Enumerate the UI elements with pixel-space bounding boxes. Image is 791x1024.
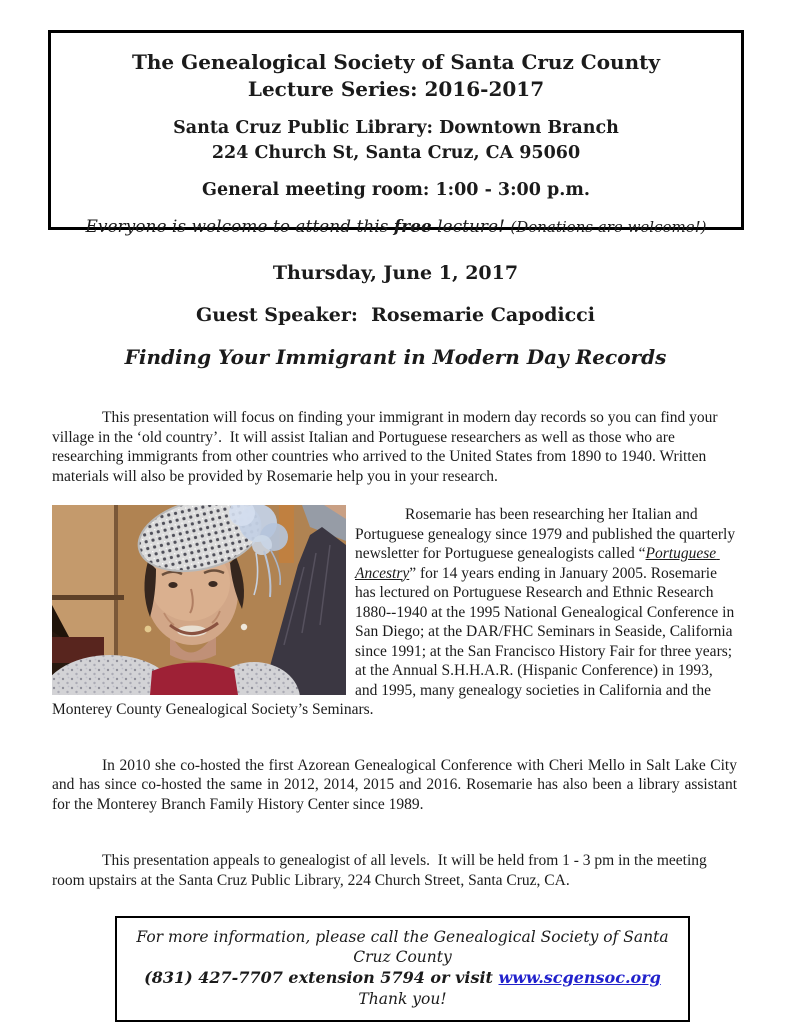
footer-info-line: For more information, please call the Genealogical Society of Santa Cruz County <box>136 928 669 966</box>
intro-paragraph: This presentation will focus on finding your immigrant in modern day records so you can find your village in the ‘old country’. It will assist Italian and Portuguese researchers as well as those who are researching immigrants from other countries who arrived to the United States from 1890 to 1940. Written materials will also be provided by Rosemarie help you in your research. <box>52 409 722 485</box>
lecture-series-title: Lecture Series: 2016-2017 <box>247 77 545 101</box>
venue-name: Santa Cruz Public Library: Downtown Branch <box>173 118 619 138</box>
donations-note: (Donations are welcome!) <box>510 218 707 236</box>
footer-phone-text: (831) 427-7707 extension 5794 or visit <box>144 968 499 987</box>
society-title: The Genealogical Society of Santa Cruz County <box>132 50 660 74</box>
bio-section <box>52 505 737 720</box>
bio-seg2: ” for 14 years ending in January 2005. Rosemarie has lectured on Portuguese Research and Ethnic Research 1880--1940 at the 1995 National Genealogical Conference in San Diego; at the DAR/FHC Seminars in Seaside, California since 1991; at the San Francisco History Fair for three years; at the Annual S.H.H.A.R. (Hispanic Conference) in 1993, and 1995, many genealogy societies in California and the Monterey County Genealogical Society’s Seminars. <box>52 564 739 718</box>
conference-paragraph: In 2010 she co-hosted the first Azorean Genealogical Conference with Cheri Mello in Salt Lake City and has since co-hosted the same in 2012, 2014, 2015 and 2016. Rosemarie has also been a library assistant for the Monterey Branch Family History Center since 1989. <box>52 756 737 813</box>
talk-title-heading: Finding Your Immigrant in Modern Day Records <box>124 345 667 369</box>
footer-thanks-line: Thank you! <box>358 990 447 1008</box>
event-section <box>0 260 791 370</box>
venue-address: 224 Church St, Santa Cruz, CA 95060 <box>211 143 581 163</box>
bio-seg1: Rosemarie has been researching her Italian and Portuguese genealogy since 1979 and published the quarterly newsletter for Portuguese genealogists called “ <box>355 506 739 562</box>
closing-paragraph: This presentation appeals to genealogist of all levels. It will be held from 1 - 3 pm in the meeting room upstairs at the Santa Cruz Public Library, 224 Church Street, Santa Cruz, CA. <box>52 852 711 889</box>
website-link[interactable]: www.scgensoc.org <box>498 968 661 987</box>
footer-phone-line <box>123 967 682 989</box>
journal-title: Portuguese Ancestry <box>355 545 720 582</box>
event-date-heading: Thursday, June 1, 2017 <box>272 262 519 284</box>
welcome-mid: lecture! <box>431 217 511 237</box>
welcome-pre: Everyone is welcome to attend this <box>85 217 394 237</box>
speaker-photo <box>52 505 346 695</box>
meeting-room-line: General meeting room: 1:00 - 3:00 p.m. <box>202 180 590 200</box>
guest-speaker-heading: Guest Speaker: Rosemarie Capodicci <box>196 304 595 326</box>
footer-box <box>115 916 690 1022</box>
welcome-line <box>51 215 741 239</box>
free-word: free <box>393 217 432 237</box>
header-box <box>48 30 744 237</box>
